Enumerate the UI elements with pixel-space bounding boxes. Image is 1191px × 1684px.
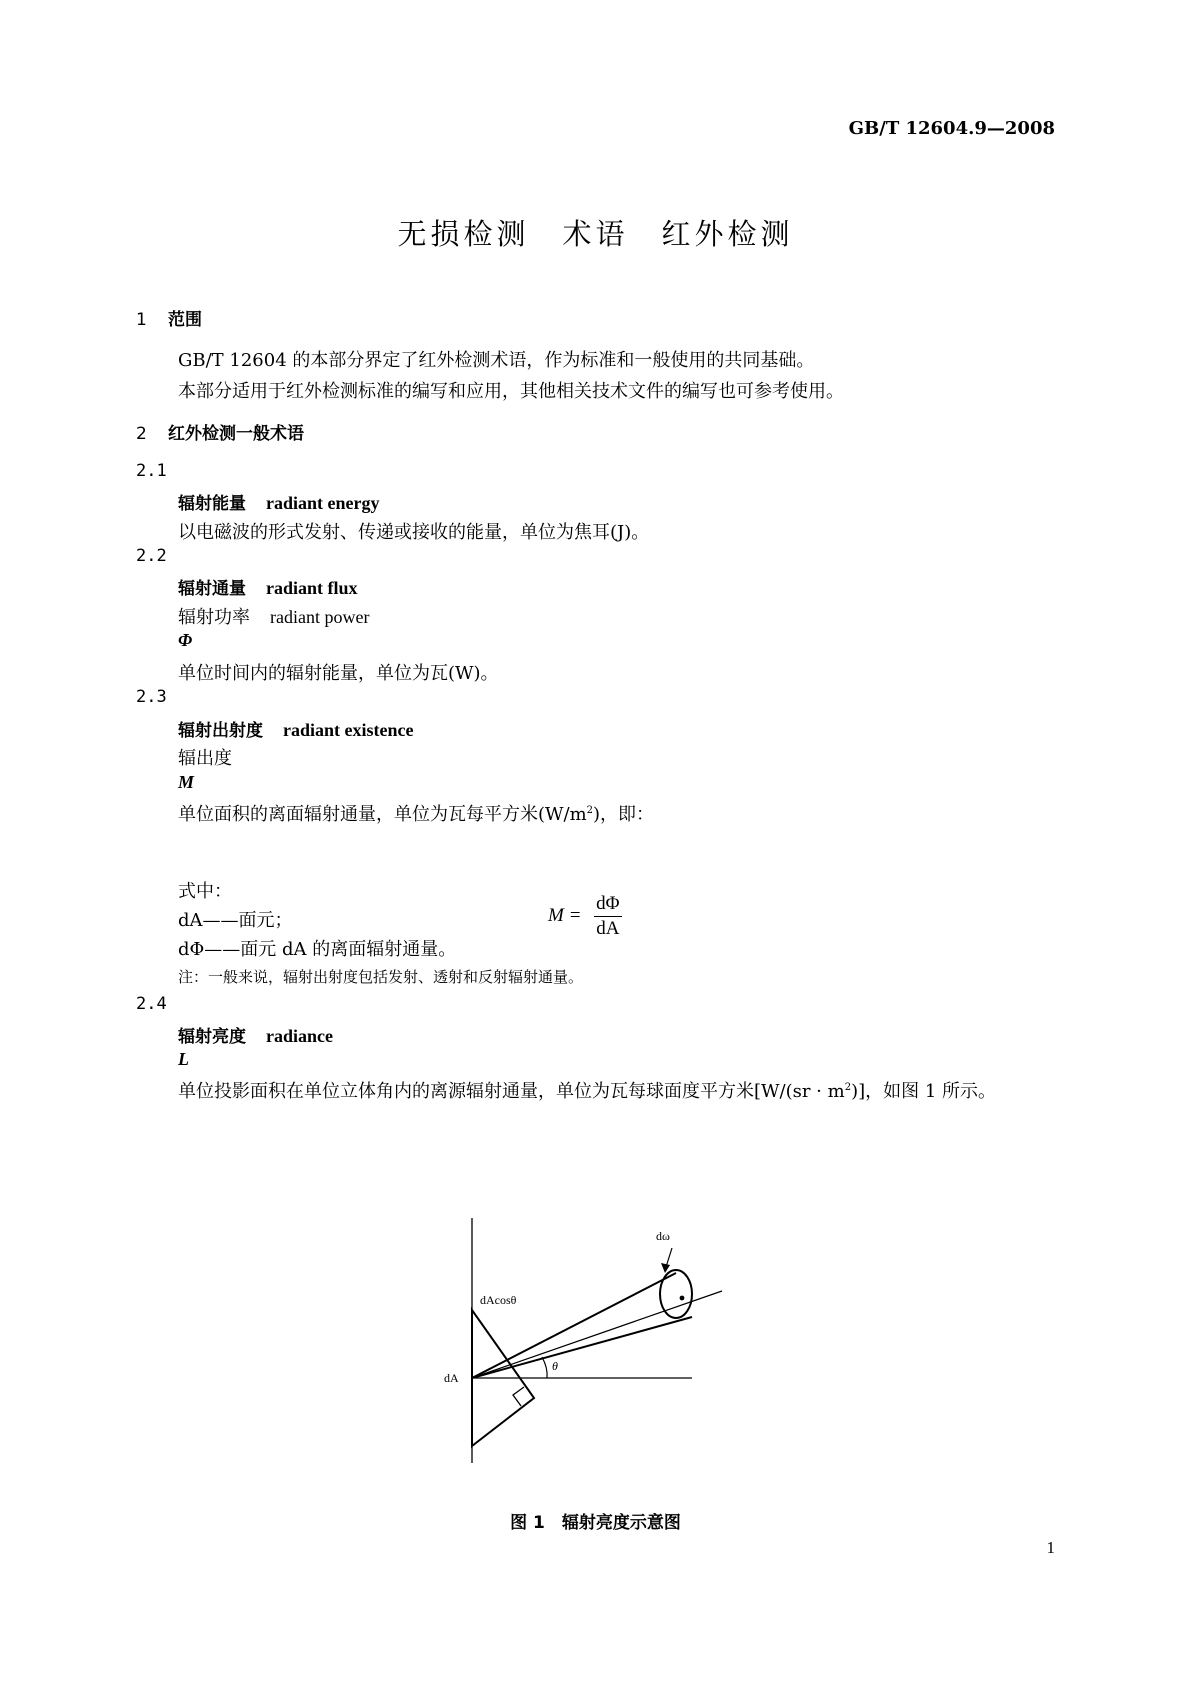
cone-edge-bottom bbox=[472, 1317, 692, 1378]
solid-angle-ellipse bbox=[660, 1270, 692, 1318]
term-en: radiant energy bbox=[266, 493, 380, 513]
term-definition: 以电磁波的形式发射、传递或接收的能量，单位为焦耳(J)。 bbox=[178, 522, 650, 543]
document-title: 无损检测 术语 红外检测 bbox=[397, 217, 794, 251]
theta-label: θ bbox=[552, 1359, 558, 1373]
term-definition bbox=[136, 1072, 1055, 1107]
scope-paragraph-1: GB/T 12604 的本部分界定了红外检测术语，作为标准和一般使用的共同基础。 bbox=[178, 350, 815, 371]
scope-paragraph-2: 本部分适用于红外检测标准的编写和应用，其他相关技术文件的编写也可参考使用。 bbox=[178, 381, 844, 402]
theta-arc bbox=[542, 1357, 547, 1378]
where-item: dA——面元； bbox=[178, 910, 293, 931]
section-title: 红外检测一般术语 bbox=[168, 424, 304, 444]
term-number: 2.3 bbox=[136, 687, 167, 707]
term-zh: 辐射通量 bbox=[178, 579, 246, 599]
term-zh: 辐射亮度 bbox=[178, 1027, 246, 1047]
term-number: 2.2 bbox=[136, 546, 167, 566]
term-heading bbox=[178, 1022, 333, 1047]
right-angle-mark bbox=[513, 1387, 524, 1406]
term-symbol: L bbox=[178, 1049, 189, 1069]
section-2-heading bbox=[136, 419, 304, 444]
da-label: dA bbox=[444, 1371, 459, 1385]
term-zh: 辐射出射度 bbox=[178, 721, 263, 741]
term-heading bbox=[178, 489, 379, 514]
synonym-zh: 辐射功率 bbox=[178, 607, 250, 628]
where-label: 式中： bbox=[178, 881, 232, 902]
section-number: 2 bbox=[136, 424, 147, 444]
definition-text: )，即： bbox=[593, 804, 655, 825]
section-1-heading bbox=[136, 305, 202, 330]
cone-edge-top bbox=[472, 1273, 676, 1378]
term-en: radiance bbox=[266, 1026, 333, 1046]
term-symbol: Φ bbox=[178, 630, 193, 650]
term-definition bbox=[178, 800, 654, 826]
formula-lhs: M = bbox=[548, 904, 582, 926]
section-number: 1 bbox=[136, 310, 147, 330]
section-title: 范围 bbox=[168, 310, 202, 330]
page-number: 1 bbox=[1046, 1538, 1055, 1557]
formula-block bbox=[548, 893, 622, 940]
definition-text: )]，如图 1 所示。 bbox=[851, 1081, 997, 1102]
term-note: 注：一般来说，辐射出射度包括发射、透射和反射辐射通量。 bbox=[178, 968, 584, 986]
cone-center-dot bbox=[680, 1296, 685, 1301]
radiance-diagram bbox=[444, 1218, 760, 1478]
term-en: radiant flux bbox=[266, 578, 358, 598]
formula-numerator: dΦ bbox=[594, 893, 621, 917]
term-zh: 辐射能量 bbox=[178, 494, 246, 514]
term-synonym: 辐出度 bbox=[178, 748, 232, 769]
term-definition: 单位时间内的辐射能量，单位为瓦(W)。 bbox=[178, 663, 499, 684]
definition-text: 单位面积的离面辐射通量，单位为瓦每平方米(W/m bbox=[178, 804, 587, 825]
figure-caption: 图 1 辐射亮度示意图 bbox=[510, 1513, 681, 1533]
term-heading bbox=[178, 716, 413, 741]
formula-fraction bbox=[594, 893, 621, 940]
superscript: 2 bbox=[586, 805, 594, 816]
domega-label: dω bbox=[656, 1229, 670, 1243]
dacos-label: dAcosθ bbox=[480, 1293, 517, 1307]
term-en: radiant existence bbox=[283, 720, 414, 740]
term-number: 2.4 bbox=[136, 994, 167, 1014]
where-item: dΦ——面元 dA 的离面辐射通量。 bbox=[178, 939, 457, 960]
synonym-en: radiant power bbox=[270, 607, 370, 627]
formula-denominator: dA bbox=[596, 918, 620, 939]
term-number: 2.1 bbox=[136, 461, 167, 481]
term-heading bbox=[178, 574, 358, 599]
standard-number: GB/T 12604.9—2008 bbox=[848, 118, 1055, 139]
term-synonym bbox=[178, 603, 369, 629]
definition-text: 单位投影面积在单位立体角内的离源辐射通量，单位为瓦每球面度平方米[W/(sr · m bbox=[178, 1081, 845, 1102]
term-symbol: M bbox=[178, 772, 195, 792]
superscript: 2 bbox=[844, 1082, 852, 1093]
